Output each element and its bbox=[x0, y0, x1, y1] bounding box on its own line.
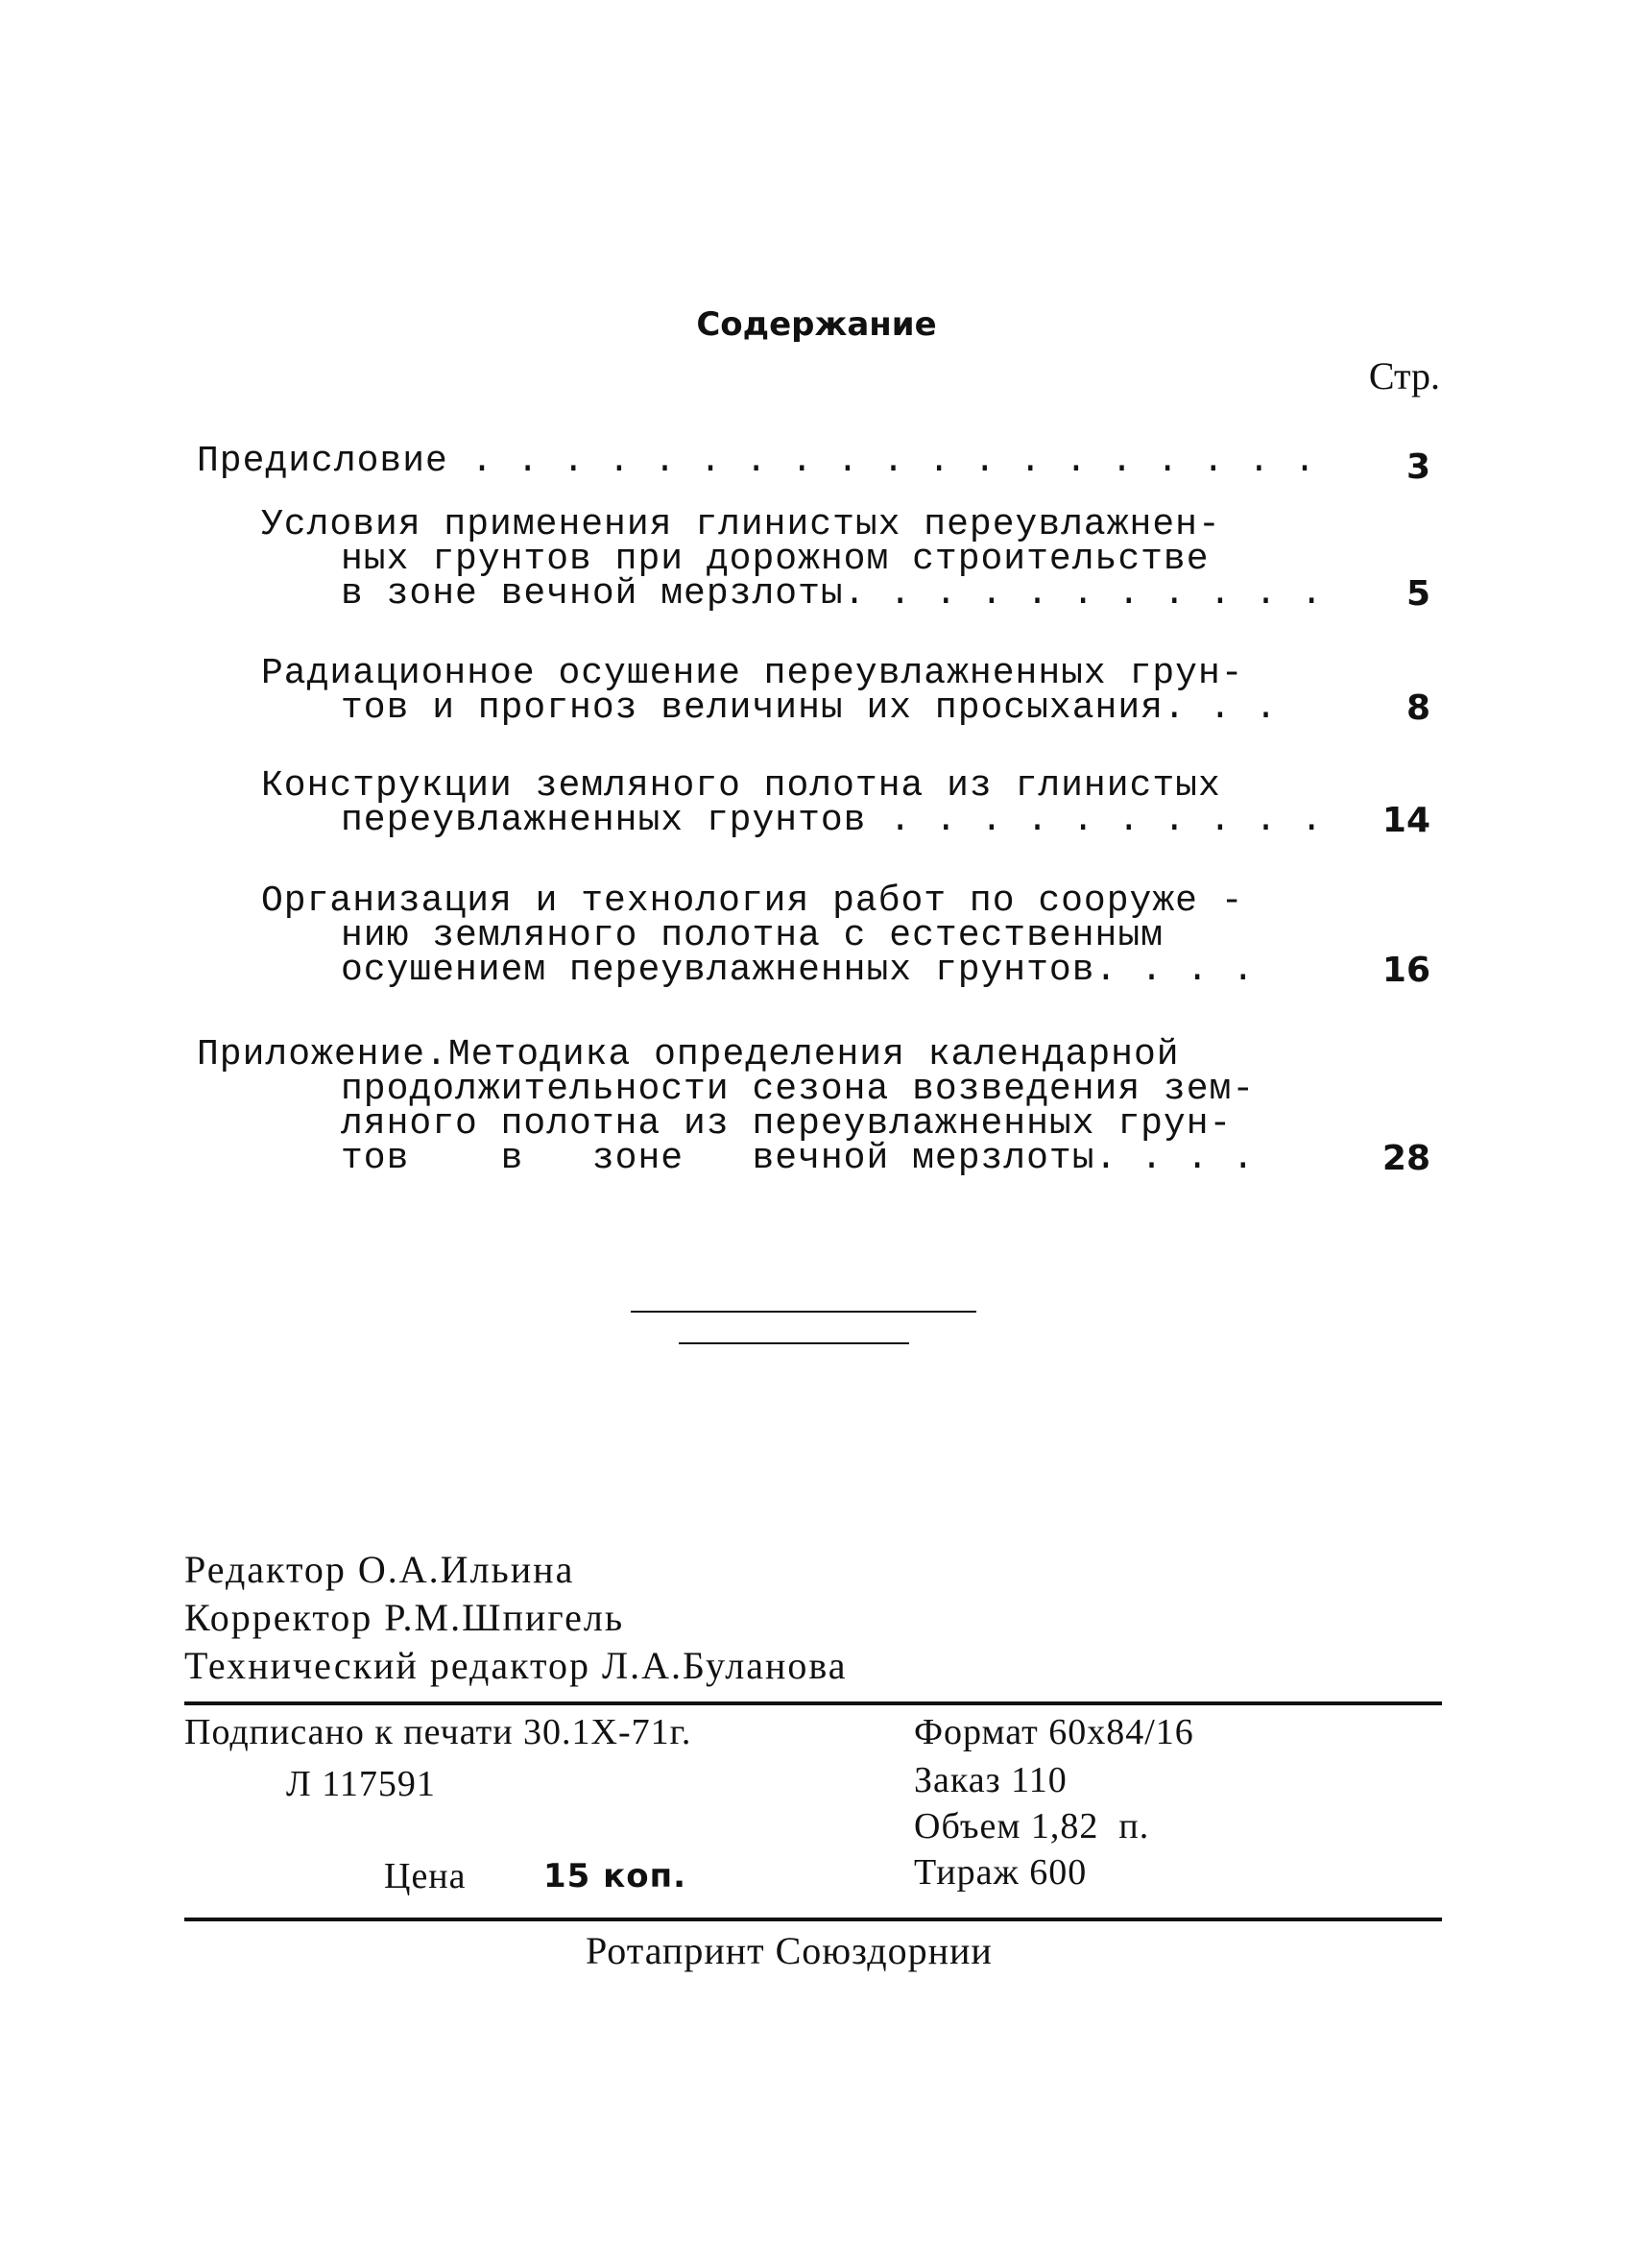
separator-line bbox=[631, 1311, 976, 1313]
credits-block bbox=[184, 1546, 847, 1690]
separator-line bbox=[679, 1342, 909, 1344]
toc-entry-line: продолжительности сезона возведения зем- bbox=[341, 1069, 1256, 1110]
corrector-credit: Корректор Р.М.Шпигель bbox=[184, 1596, 625, 1639]
toc-entry-line: Условия применения глинистых переувлажнен- bbox=[261, 504, 1221, 545]
toc-pages-header: Стр. bbox=[1368, 354, 1440, 398]
toc-entry-line: ных грунтов при дорожном строительстве bbox=[341, 539, 1210, 580]
toc-entry-line: тов в зоне вечной мерзлоты. . . . bbox=[341, 1138, 1256, 1179]
price-value: 15 коп. bbox=[543, 1857, 686, 1895]
toc-entry-line: нию земляного полотна с естественным bbox=[341, 915, 1164, 956]
signed-for-print: Подписано к печати 30.1Х-71г. bbox=[184, 1712, 692, 1752]
paper-format: Формат 60х84/16 bbox=[914, 1712, 1194, 1752]
toc-entry-line: Приложение.Методика определения календарной bbox=[197, 1034, 1180, 1075]
toc-entry-line: Радиационное осушение переувлажненных грун- bbox=[261, 653, 1244, 694]
print-run: Тираж 600 bbox=[914, 1852, 1088, 1893]
imprint-bottom-rule bbox=[184, 1918, 1442, 1921]
print-volume: Объем 1,82 п. bbox=[914, 1806, 1150, 1846]
toc-entry-line: тов и прогноз величины их просыхания. . . bbox=[341, 688, 1278, 729]
printer-name: Ротапринт Союздорнии bbox=[586, 1929, 993, 1972]
toc-entry-line: осушением переувлажненных грунтов. . . . bbox=[341, 950, 1256, 991]
toc-entry-page: 28 bbox=[1381, 1139, 1430, 1178]
toc-entry-page: 14 bbox=[1381, 801, 1430, 840]
toc-title: Содержание bbox=[696, 305, 937, 344]
order-number: Заказ 110 bbox=[914, 1760, 1068, 1800]
toc-entry-page: 16 bbox=[1381, 951, 1430, 990]
toc-entry-page: 5 bbox=[1405, 574, 1430, 614]
license-number: Л 117591 bbox=[286, 1764, 436, 1804]
toc-entry-page: 8 bbox=[1405, 688, 1430, 728]
toc-entry-line: Предисловие . . . . . . . . . . . . . . . . . . . bbox=[197, 441, 1317, 482]
toc-entry-page: 3 bbox=[1405, 447, 1430, 487]
toc-entry-line: переувлажненных грунтов . . . . . . . . . . bbox=[341, 800, 1324, 841]
toc-entry-line: Конструкции земляного полотна из глинистых bbox=[261, 765, 1221, 807]
toc-entry-line: в зоне вечной мерзлоты. . . . . . . . . . . bbox=[341, 573, 1324, 615]
editor-credit: Редактор О.А.Ильина bbox=[184, 1548, 575, 1591]
imprint-top-rule bbox=[184, 1701, 1442, 1705]
toc-entry-line: Организация и технология работ по сооруже - bbox=[261, 881, 1244, 922]
toc-entry-line: ляного полотна из переувлажненных грун- bbox=[341, 1103, 1233, 1145]
tech-editor-credit: Технический редактор Л.А.Буланова bbox=[184, 1644, 848, 1687]
price-label: Цена bbox=[384, 1856, 467, 1896]
